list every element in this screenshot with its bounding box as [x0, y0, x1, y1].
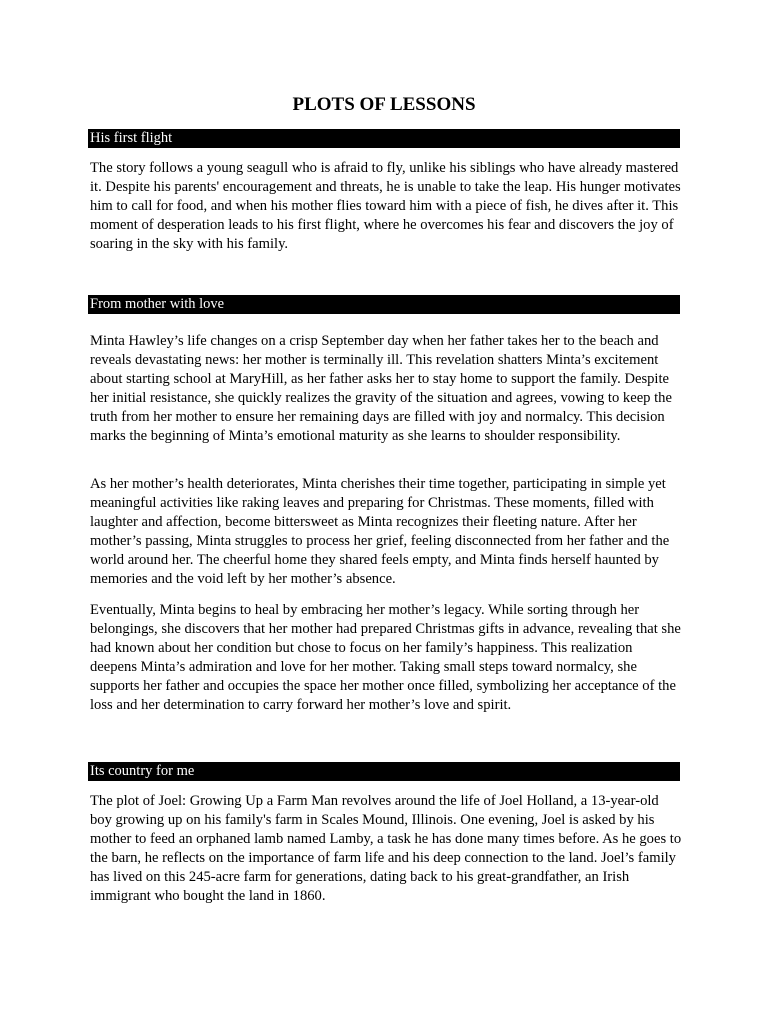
paragraph-country: The plot of Joel: Growing Up a Farm Man revolves around the life of Joel Holland, a 13-year-old boy growing up on his family's farm in Scales Mound, Illinois. One evening, Joel is asked by his mother to feed an orphaned lamb named Lamby, a task he has done many times before. As he goes to the barn, he reflects on the importance of farm life and his deep connection to the land. Joel’s family has lived on this 245-acre farm for generations, dating back to his great-grandfather, an Irish immigrant who bought the land in 1860. [90, 793, 682, 904]
section-heading-his-first-flight: His first flight [88, 129, 680, 148]
paragraph-mother-3: Eventually, Minta begins to heal by embracing her mother’s legacy. While sorting through her belongings, she discovers that her mother had prepared Christmas gifts in advance, revealing that she had known about her condition but chose to focus on her family’s happiness. This realization deepens Minta’s admiration and love for her mother. Taking small steps toward normalcy, she supports her father and occupies the space her mother once filled, symbolizing her acceptance of the loss and her determination to carry forward her mother’s love and spirit. [90, 602, 681, 713]
section-heading-from-mother-with-love: From mother with love [88, 295, 680, 314]
paragraph-mother-2: As her mother’s health deteriorates, Minta cherishes their time together, participating in simple yet meaningful activities like raking leaves and preparing for Christmas. These moments, filled with laughter and affection, become bittersweet as Minta recognizes their fleeting nature. After her mother’s passing, Minta struggles to process her grief, feeling disconnected from her father and the world around her. The cheerful home they shared feels empty, and Minta finds herself haunted by memories and the void left by her mother’s absence. [90, 476, 670, 587]
paragraph-his-first-flight: The story follows a young seagull who is afraid to fly, unlike his siblings who have already mastered it. Despite his parents' encouragement and threats, he is unable to take the leap. His hunger motivates him to call for food, and when his mother flies toward him with a piece of fish, he dives after it. This moment of desperation leads to his first flight, where he overcomes his fear and discovers the joy of soaring in the sky with his family. [90, 160, 681, 252]
section-heading-its-country-for-me: Its country for me [88, 762, 680, 781]
page-title: PLOTS OF LESSONS [292, 94, 476, 115]
paragraph-mother-1: Minta Hawley’s life changes on a crisp September day when her father takes her to the beach and reveals devastating news: her mother is terminally ill. This revelation shatters Minta’s excitement about starting school at MaryHill, as her father asks her to stay home to support the family. Despite her initial resistance, she quickly realizes the gravity of the situation and agrees, vowing to keep the truth from her mother to ensure her remaining days are filled with joy and normalcy. This decision marks the beginning of Minta’s emotional maturity as she learns to shoulder responsibility. [90, 333, 672, 444]
